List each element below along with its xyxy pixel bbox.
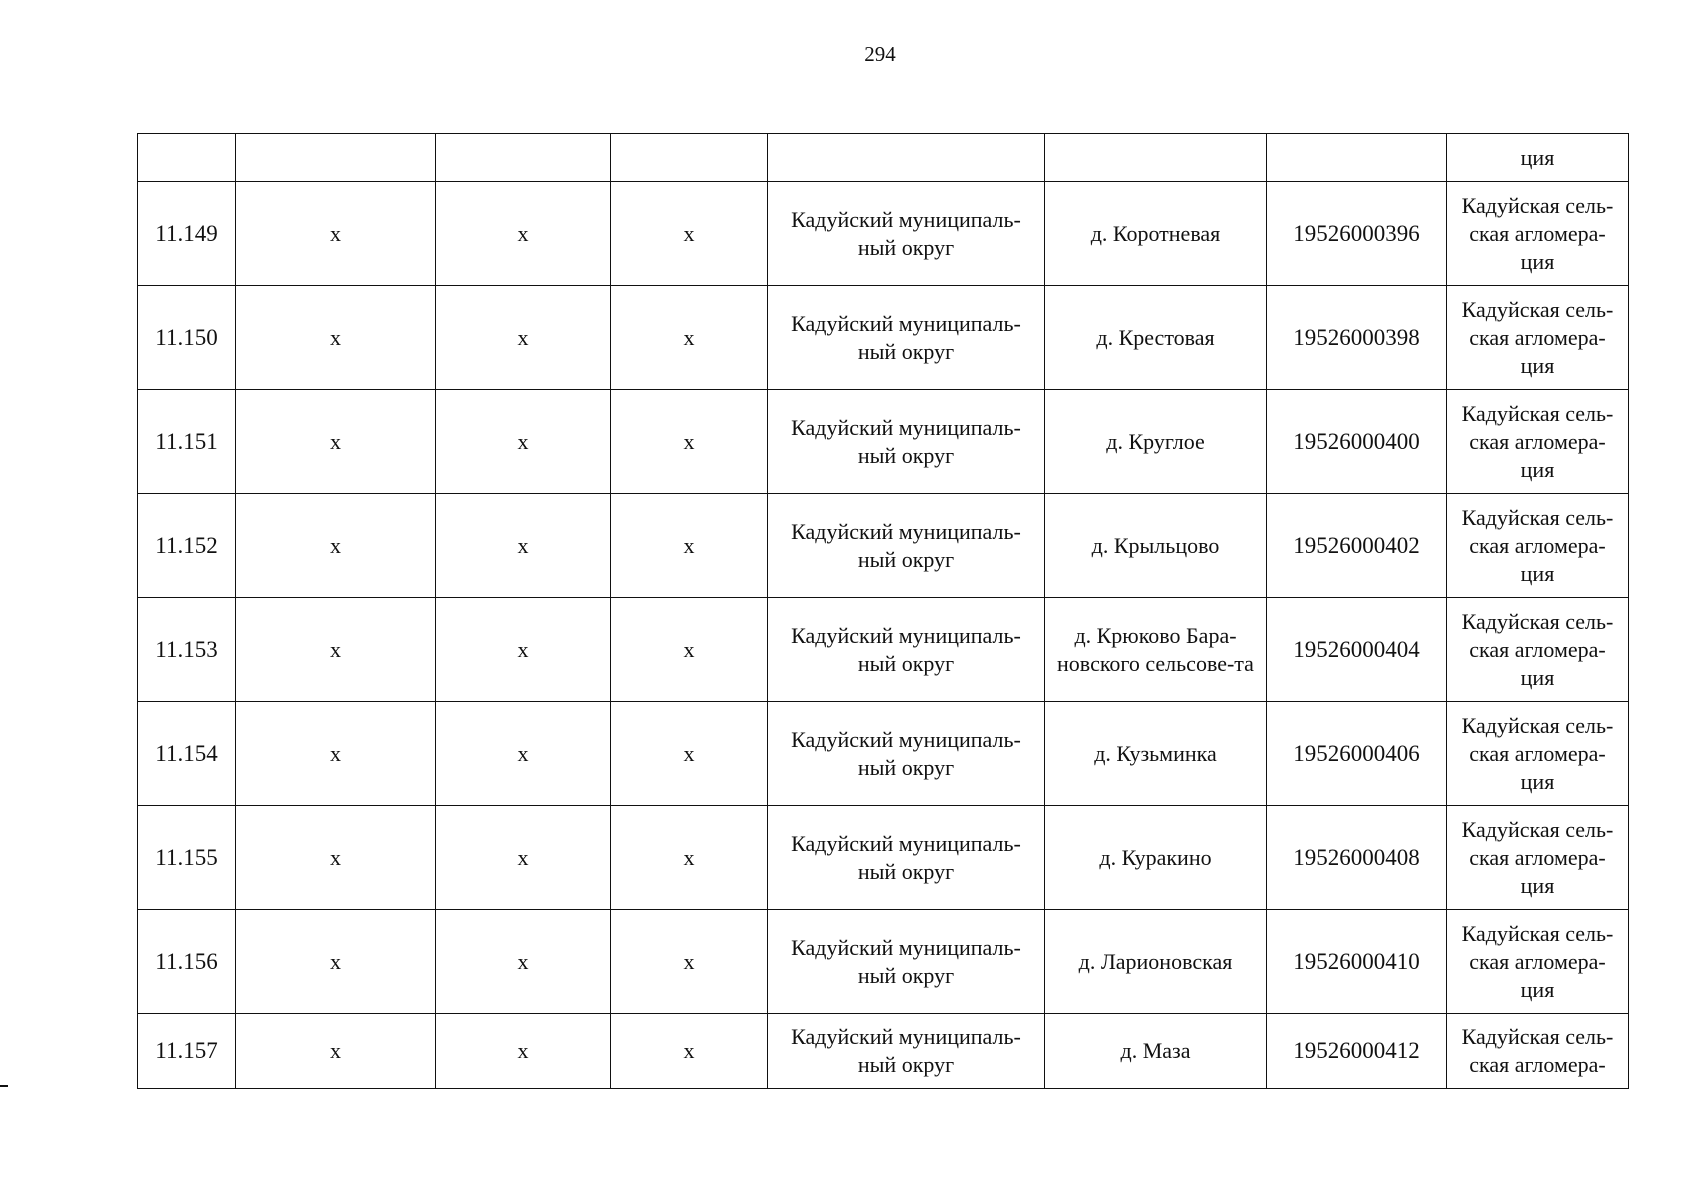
agglomeration-cell: Кадуйская сель-ская агломера-ция [1447,806,1629,910]
table-cell: х [236,702,436,806]
table-row [138,702,1629,806]
table-cell: х [611,910,768,1014]
table-row [138,182,1629,286]
table-cell: х [436,806,611,910]
table-cell: х [611,1014,768,1089]
table-cell: х [611,598,768,702]
agglomeration-cell: Кадуйская сель-ская агломера-ция [1447,910,1629,1014]
table-cell [1267,134,1447,182]
district-cell: Кадуйский муниципаль-ный округ [768,494,1045,598]
table-row [138,286,1629,390]
table-cell: х [611,286,768,390]
agglomeration-cell: Кадуйская сель-ская агломера- [1447,1014,1629,1089]
settlement-cell: д. Крюково Бара-новского сельсове-та [1045,598,1267,702]
table-cell: х [611,182,768,286]
settlement-cell: д. Круглое [1045,390,1267,494]
table-cell: х [236,286,436,390]
district-cell: Кадуйский муниципаль-ный округ [768,598,1045,702]
margin-mark [0,1085,8,1087]
district-cell: Кадуйский муниципаль-ный округ [768,390,1045,494]
table-cell: х [436,390,611,494]
district-cell: Кадуйский муниципаль-ный округ [768,806,1045,910]
table-cell: х [236,390,436,494]
row-number: 11.155 [138,806,236,910]
table-cell: ция [1447,134,1629,182]
settlement-cell: д. Крестовая [1045,286,1267,390]
table-cell: х [611,494,768,598]
row-number: 11.153 [138,598,236,702]
settlement-cell: д. Маза [1045,1014,1267,1089]
settlement-cell: д. Куракино [1045,806,1267,910]
row-number: 11.157 [138,1014,236,1089]
table-cell: х [236,910,436,1014]
table-cell [611,134,768,182]
table-cell [768,134,1045,182]
settlement-cell: д. Ларионовская [1045,910,1267,1014]
table-cell [236,134,436,182]
agglomeration-cell: Кадуйская сель-ская агломера-ция [1447,494,1629,598]
table-cell: х [436,494,611,598]
code-cell: 19526000404 [1267,598,1447,702]
table-cell: х [436,598,611,702]
table-cell: х [611,806,768,910]
table-cell [436,134,611,182]
code-cell: 19526000412 [1267,1014,1447,1089]
agglomeration-cell: Кадуйская сель-ская агломера-ция [1447,182,1629,286]
table-cell: х [436,1014,611,1089]
code-cell: 19526000400 [1267,390,1447,494]
agglomeration-cell: Кадуйская сель-ская агломера-ция [1447,390,1629,494]
code-cell: 19526000398 [1267,286,1447,390]
settlement-cell: д. Коротневая [1045,182,1267,286]
code-cell: 19526000402 [1267,494,1447,598]
settlement-cell: д. Кузьминка [1045,702,1267,806]
district-cell: Кадуйский муниципаль-ный округ [768,910,1045,1014]
table-row [138,1014,1629,1089]
settlement-cell: д. Крыльцово [1045,494,1267,598]
row-number: 11.156 [138,910,236,1014]
row-number: 11.152 [138,494,236,598]
table-cell: х [611,390,768,494]
agglomeration-cell: Кадуйская сель-ская агломера-ция [1447,598,1629,702]
row-number: 11.154 [138,702,236,806]
page-number: 294 [864,42,896,66]
table-row [138,806,1629,910]
district-cell: Кадуйский муниципаль-ный округ [768,286,1045,390]
table-cell: х [236,182,436,286]
agglomeration-cell: Кадуйская сель-ская агломера-ция [1447,286,1629,390]
settlements-table [137,133,1629,1089]
table-cell: х [436,286,611,390]
district-cell: Кадуйский муниципаль-ный округ [768,702,1045,806]
table-row [138,598,1629,702]
table-cell: х [236,1014,436,1089]
table-row [138,390,1629,494]
table-cell: х [436,182,611,286]
code-cell: 19526000410 [1267,910,1447,1014]
code-cell: 19526000406 [1267,702,1447,806]
row-number: 11.149 [138,182,236,286]
table-row [138,494,1629,598]
table-cell: х [436,910,611,1014]
table-cell [138,134,236,182]
table-cell: х [236,598,436,702]
table-row [138,910,1629,1014]
district-cell: Кадуйский муниципаль-ный округ [768,1014,1045,1089]
agglomeration-cell: Кадуйская сель-ская агломера-ция [1447,702,1629,806]
table-cell: х [611,702,768,806]
row-number: 11.150 [138,286,236,390]
district-cell: Кадуйский муниципаль-ный округ [768,182,1045,286]
code-cell: 19526000408 [1267,806,1447,910]
continuation-row [138,134,1629,182]
table-cell: х [236,494,436,598]
row-number: 11.151 [138,390,236,494]
code-cell: 19526000396 [1267,182,1447,286]
table-cell [1045,134,1267,182]
table-cell: х [236,806,436,910]
table-cell: х [436,702,611,806]
